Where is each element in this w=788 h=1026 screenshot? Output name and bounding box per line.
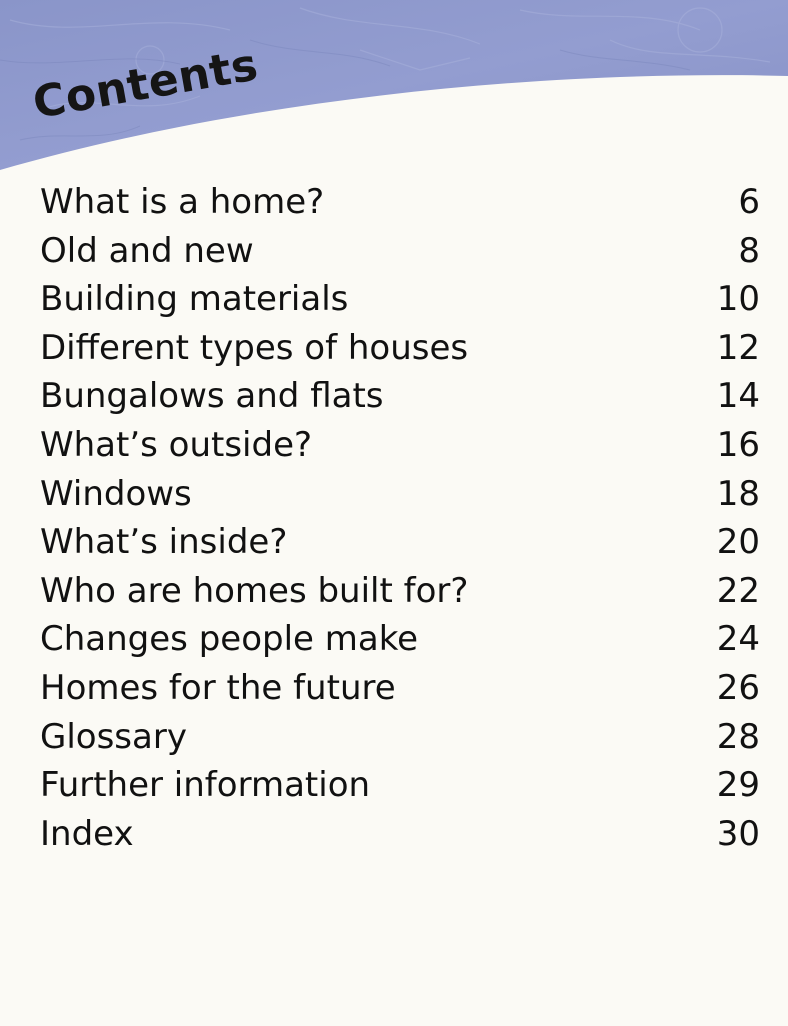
toc-entry[interactable] (40, 178, 760, 227)
toc-entry-page: 12 (716, 327, 760, 368)
toc-entry[interactable] (40, 275, 760, 324)
toc-entry-page: 29 (716, 765, 760, 806)
toc-entry[interactable] (40, 615, 760, 664)
toc-entry-title: Building materials (40, 279, 349, 320)
toc-entry-title: What is a home? (40, 182, 325, 222)
toc-entry-page: 16 (716, 424, 760, 465)
toc-entry-title: Who are homes built for? (40, 570, 469, 611)
toc-entry-title: Homes for the future (40, 667, 396, 708)
toc-entry-page: 28 (716, 716, 760, 757)
toc-entry[interactable] (40, 761, 760, 810)
toc-entry-title: Bungalows and flats (40, 376, 384, 417)
toc-entry[interactable] (40, 470, 760, 519)
toc-entry[interactable] (40, 324, 760, 373)
toc-entry[interactable] (40, 227, 760, 276)
toc-entry-title: What’s inside? (40, 522, 288, 563)
toc-entry[interactable] (40, 518, 760, 567)
toc-entry-page: 26 (716, 667, 760, 708)
toc-entry-title: Index (40, 813, 134, 854)
toc-entry-page: 6 (738, 182, 760, 222)
toc-entry-page: 24 (716, 619, 760, 660)
toc-entry-title: What’s outside? (40, 424, 313, 465)
toc-entry-title: Glossary (40, 716, 187, 757)
toc-entry-page: 8 (738, 230, 760, 271)
toc-entry-title: Further information (40, 765, 371, 806)
toc-entry[interactable] (40, 567, 760, 616)
toc-entry-title: Old and new (40, 230, 254, 271)
toc-entry-page: 18 (716, 473, 760, 514)
toc-entry[interactable] (40, 664, 760, 713)
toc-entry-page: 14 (716, 376, 760, 417)
toc-entry-page: 10 (716, 279, 760, 320)
toc-entry-page: 20 (716, 522, 760, 563)
page-title: Contents (29, 39, 262, 129)
toc-entry-title: Changes people make (40, 619, 419, 660)
toc-entry[interactable] (40, 810, 760, 859)
toc-entry-title: Windows (40, 473, 192, 514)
toc-entry-page: 22 (716, 570, 760, 611)
table-of-contents (40, 178, 760, 858)
toc-entry-title: Different types of houses (40, 327, 469, 368)
toc-entry[interactable] (40, 421, 760, 470)
toc-entry[interactable] (40, 372, 760, 421)
toc-entry-page: 30 (716, 813, 760, 854)
toc-entry[interactable] (40, 713, 760, 762)
